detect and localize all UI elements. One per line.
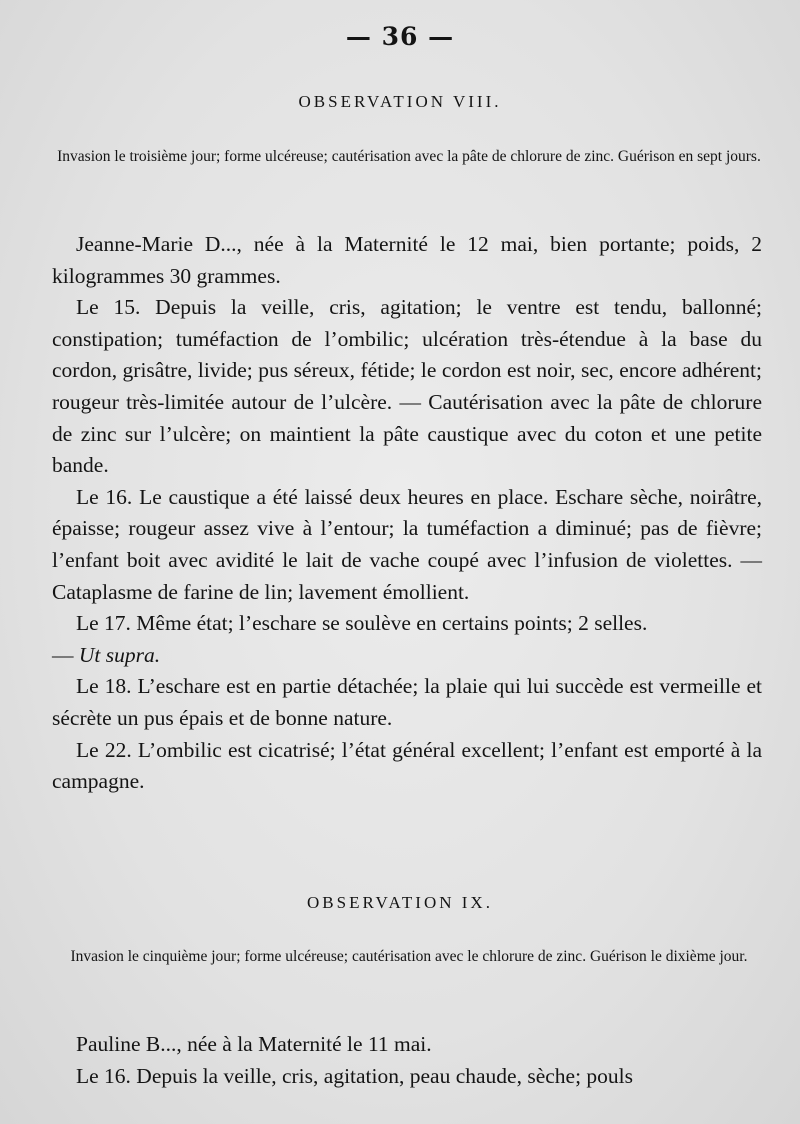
paragraph: Le 15. Depuis la veille, cris, agitation; le ventre est tendu, ballonné; constipation; tuméfaction de l’ombilic; ulcération très-étendue à la base du cordon, grisâtre, livide; pus séreux, fétide; le cordon est noir, sec, encore adhérent; rougeur très-limitée autour de l’ulcère. — Cautérisation avec la pâte de chlorure de zinc sur l’ulcère; on maintient la pâte caustique avec du coton et une petite bande. (52, 295, 762, 478)
paragraph: Pauline B..., née à la Maternité le 11 mai. (76, 1032, 432, 1056)
paragraph: Le 22. L’ombilic est cicatrisé; l’état général excellent; l’enfant est emporté à la campagne. (52, 737, 762, 794)
paragraph: Le 17. Même état; l’eschare se soulève en certains points; 2 selles. (76, 611, 648, 636)
paragraph-continuation (52, 640, 762, 672)
observation-body (52, 229, 762, 798)
paragraph: Le 16. Depuis la veille, cris, agitation, peau chaude, sèche; pouls (76, 1063, 634, 1088)
paragraph: Le 18. L’eschare est en partie détachée; la plaie qui lui succède est vermeille et sécrète un pus épais et de bonne nature. (52, 674, 762, 730)
paragraph: Jeanne-Marie D..., née à la Maternité le 12 mai, bien portante; poids, 2 kilogrammes 30 grammes. (52, 232, 762, 288)
observation-summary: Invasion le troisième jour; forme ulcéreuse; cautérisation avec la pâte de chlorure de zinc. Guérison en sept jours. (57, 148, 761, 165)
observation-summary: Invasion le cinquième jour; forme ulcéreuse; cautérisation avec le chlorure de zinc. Guérison le dixième jour. (70, 948, 748, 965)
dash: — (52, 642, 79, 667)
observation-heading: OBSERVATION VIII. (298, 92, 502, 111)
observation-heading: OBSERVATION IX. (307, 893, 493, 912)
observation-body (52, 1029, 762, 1092)
ut-supra-text: Ut supra. (78, 642, 161, 667)
page-number: — 36 — (345, 22, 455, 51)
paragraph: Le 16. Le caustique a été laissé deux heures en place. Eschare sèche, noirâtre, épaisse; rougeur assez vive à l’entour; la tuméfaction a diminué; pas de fièvre; l’enfant boit avec avidité le lait de vache coupé avec l’infusion de violettes. — Cataplasme de farine de lin; lavement émollient. (52, 484, 762, 604)
